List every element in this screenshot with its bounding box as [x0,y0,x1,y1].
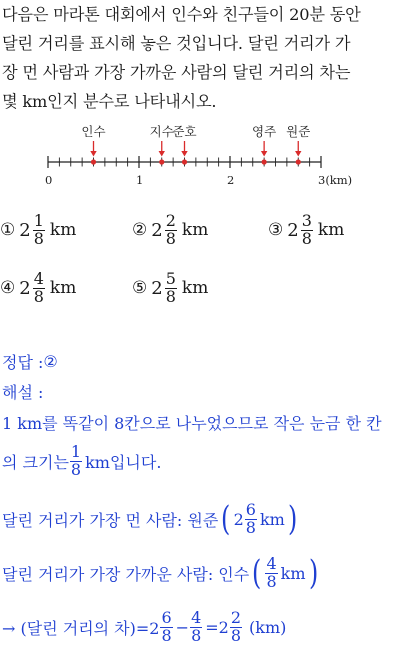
number-line-figure [0,118,400,196]
frac-num: 4 [266,554,277,573]
marker-arrowhead [159,151,165,157]
equals-whole: =2 [205,617,229,637]
near-unit: km [280,563,306,583]
frac-den: 8 [33,228,44,248]
choice-1[interactable] [0,205,76,255]
left-paren: ( [252,553,262,594]
far-fraction [245,502,257,537]
frac-den: 8 [70,459,82,479]
choice-whole: 2 [151,277,163,299]
tick-label: 0 [45,173,53,187]
marker-label: 영주 [252,124,277,139]
marker-point [159,159,164,164]
calculation-row [2,610,286,645]
marker-point [91,159,96,164]
farthest-label: 달린 거리가 가장 먼 사람: 원준 [2,510,219,530]
frac-num: 6 [245,500,256,519]
choice-fraction [33,210,45,248]
answer-row [2,350,62,373]
marker-label: 준호 [172,124,197,139]
choice-unit: km [181,278,209,298]
calc-fraction-2 [190,610,202,645]
question-line: 다음은 마라톤 대회에서 인수와 친구들이 20분 동안 [2,5,361,24]
tick-label: 2 [227,173,235,187]
choice-unit: km [49,278,77,298]
marker-label: 원준 [286,124,311,139]
marker-label: 지수 [149,124,174,139]
explain-line-1: 1 km를 똑같이 8칸으로 나누었으므로 작은 눈금 한 칸 [2,414,382,433]
calc-prefix: → (달린 거리의 차)=2 [2,618,160,638]
frac-den: 8 [165,228,176,248]
farthest-row [2,499,300,540]
marker-arrowhead [261,151,267,157]
choice-fraction [301,210,313,248]
question-text [2,0,400,116]
near-fraction [265,556,277,591]
question-line: 장 먼 사람과 가장 가까운 사람의 달린 거리의 차는 [2,63,351,82]
solution-section [2,340,398,651]
choice-unit: km [181,220,209,240]
explain-line-2 [2,444,161,479]
tick-label: 1 [136,173,144,187]
explain-label: 해설 : [2,383,44,402]
frac-den: 8 [191,625,202,645]
frac-den: 8 [266,571,277,591]
question-line: 달린 거리를 표시해 놓은 것입니다. 달린 거리가 가 [2,34,351,53]
right-paren: ) [308,553,318,594]
frac-num: 2 [230,608,242,627]
choice-fraction [165,210,177,248]
calc-fraction-3 [230,610,242,645]
marker-arrowhead [295,151,301,157]
frac-num: 4 [33,268,44,288]
choice-4[interactable] [0,263,76,313]
far-whole: 2 [233,509,244,529]
right-paren: ) [287,499,298,540]
choice-3[interactable] [268,205,344,255]
calc-unit: (km) [249,617,287,637]
frac-den: 8 [161,625,172,645]
choice-mark: ① [0,220,16,240]
answer-value: ② [43,352,58,371]
frac-num: 3 [301,210,312,230]
choice-unit: km [49,220,77,240]
choice-fraction [165,268,177,306]
frac-num: 6 [161,608,172,627]
answer-label: 정답 : [2,353,44,372]
frac-den: 8 [301,228,312,248]
choice-whole: 2 [151,219,163,241]
tick-label: 3(km) [318,173,353,187]
frac-num: 5 [165,268,176,288]
choice-2[interactable] [132,205,208,255]
choice-whole: 2 [19,219,31,241]
frac-den: 8 [33,286,44,306]
unit-fraction [70,444,82,479]
explain-text: 의 크기는 [2,452,69,472]
nearest-label: 달린 거리가 가장 가까운 사람: 인수 [2,564,250,584]
frac-den: 8 [230,625,242,645]
frac-num: 1 [70,442,82,461]
frac-num: 2 [165,210,176,230]
explain-text: km입니다. [85,452,162,472]
choice-mark: ② [132,220,148,240]
question-line: 몇 km인지 분수로 나타내시오. [2,92,217,111]
far-unit: km [259,509,285,529]
minus-sign: − [175,617,190,637]
calc-fraction-1 [160,610,172,645]
frac-num: 1 [33,210,44,230]
choice-mark: ⑤ [132,278,148,298]
marker-point [182,159,187,164]
choice-whole: 2 [287,219,299,241]
frac-den: 8 [165,286,176,306]
frac-num: 4 [191,608,202,627]
left-paren: ( [221,499,231,540]
choice-mark: ④ [0,278,16,298]
marker-arrowhead [90,151,96,157]
choice-5[interactable] [132,263,208,313]
choice-mark: ③ [268,220,284,240]
marker-point [296,159,301,164]
marker-arrowhead [181,151,187,157]
marker-label: 인수 [81,124,106,139]
choice-fraction [33,268,45,306]
nearest-row [2,553,321,594]
choice-unit: km [317,220,345,240]
marker-point [262,159,267,164]
frac-den: 8 [245,517,256,537]
choice-whole: 2 [19,277,31,299]
